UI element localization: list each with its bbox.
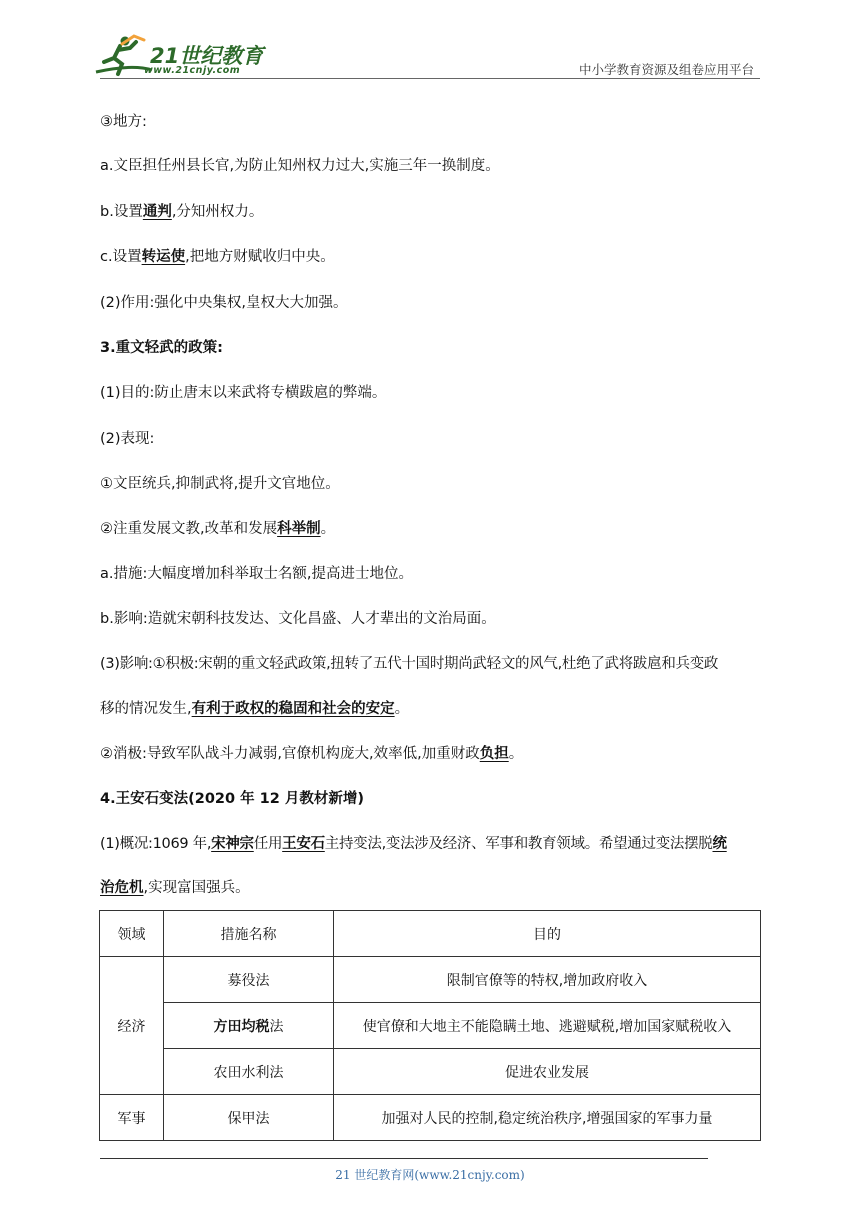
field-cell-military: 军事 (100, 1095, 164, 1141)
text-line: c.设置转运使,把地方财赋收归中央。 (100, 249, 335, 265)
header-divider (100, 78, 760, 79)
header-platform-title: 中小学教育资源及组卷应用平台 (578, 62, 754, 77)
text-line: b.设置通判,分知州权力。 (100, 204, 264, 220)
measure-cell: 募役法 (164, 957, 334, 1003)
text-line: 治危机,实现富国强兵。 (100, 880, 250, 896)
text-line: ②注重发展文教,改革和发展科举制。 (100, 521, 336, 537)
text-line: (3)影响:①积极:宋朝的重文轻武政策,扭转了五代十国时期尚武轻文的风气,杜绝了武将跋扈和兵变政 (100, 656, 719, 672)
table-header-cell: 领域 (100, 911, 164, 957)
section-heading: 4.王安石变法(2020 年 12 月教材新增) (100, 791, 365, 807)
text-line: (1)目的:防止唐末以来武将专横跋扈的弊端。 (100, 385, 387, 401)
text-line: a.措施:大幅度增加科举取士名额,提高进士地位。 (100, 566, 413, 582)
purpose-cell: 限制官僚等的特权,增加政府收入 (334, 957, 761, 1003)
page-header (0, 0, 860, 90)
measure-cell: 方田均税法 (164, 1003, 334, 1049)
text-line: (1)概况:1069 年,宋神宗任用王安石主持变法,变法涉及经济、军事和教育领域。希望通过变法摆脱统 (100, 836, 727, 852)
text-line: ③地方: (100, 114, 147, 130)
table-row (100, 1095, 761, 1141)
key-term: 统 (712, 836, 727, 852)
measure-cell: 农田水利法 (164, 1049, 334, 1095)
text-line: 移的情况发生,有利于政权的稳固和社会的安定。 (100, 701, 410, 717)
key-term: 科举制 (277, 521, 321, 537)
text-line: ②消极:导致军队战斗力减弱,官僚机构庞大,效率低,加重财政负担。 (100, 746, 524, 762)
key-term: 负担 (479, 746, 509, 762)
reform-table (99, 910, 761, 1141)
text-line: (2)作用:强化中央集权,皇权大大加强。 (100, 295, 348, 311)
text-line: a.文臣担任州县长官,为防止知州权力过大,实施三年一换制度。 (100, 158, 500, 174)
table-row (100, 1049, 761, 1095)
table-header-cell: 目的 (334, 911, 761, 957)
key-term: 王安石 (282, 836, 325, 852)
key-term: 通判 (142, 204, 172, 220)
logo-text: 21世纪教育 (150, 44, 264, 68)
purpose-cell: 加强对人民的控制,稳定统治秩序,增强国家的军事力量 (334, 1095, 761, 1141)
table-header-cell: 措施名称 (164, 911, 334, 957)
footer-text: 21 世纪教育网(www.21cnjy.com) (335, 1168, 525, 1182)
measure-cell: 保甲法 (164, 1095, 334, 1141)
table-row (100, 957, 761, 1003)
section-heading: 3.重文轻武的政策: (100, 340, 223, 356)
purpose-cell: 促进农业发展 (334, 1049, 761, 1095)
key-term: 宋神宗 (211, 836, 254, 852)
text-line: (2)表现: (100, 431, 155, 447)
logo-url: www.21cnjy.com (144, 65, 241, 76)
text-line: b.影响:造就宋朝科技发达、文化昌盛、人才辈出的文治局面。 (100, 611, 496, 627)
text-line: ①文臣统兵,抑制武将,提升文官地位。 (100, 476, 340, 492)
footer-divider (100, 1158, 708, 1159)
key-term: 有利于政权的稳固和社会的安定 (191, 701, 395, 717)
table-row (100, 1003, 761, 1049)
key-term: 转运使 (141, 249, 186, 265)
table-header-row (100, 911, 761, 957)
field-cell-economy: 经济 (100, 957, 164, 1095)
key-term: 治危机 (100, 880, 144, 896)
purpose-cell: 使官僚和大地主不能隐瞒土地、逃避赋税,增加国家赋税收入 (334, 1003, 761, 1049)
